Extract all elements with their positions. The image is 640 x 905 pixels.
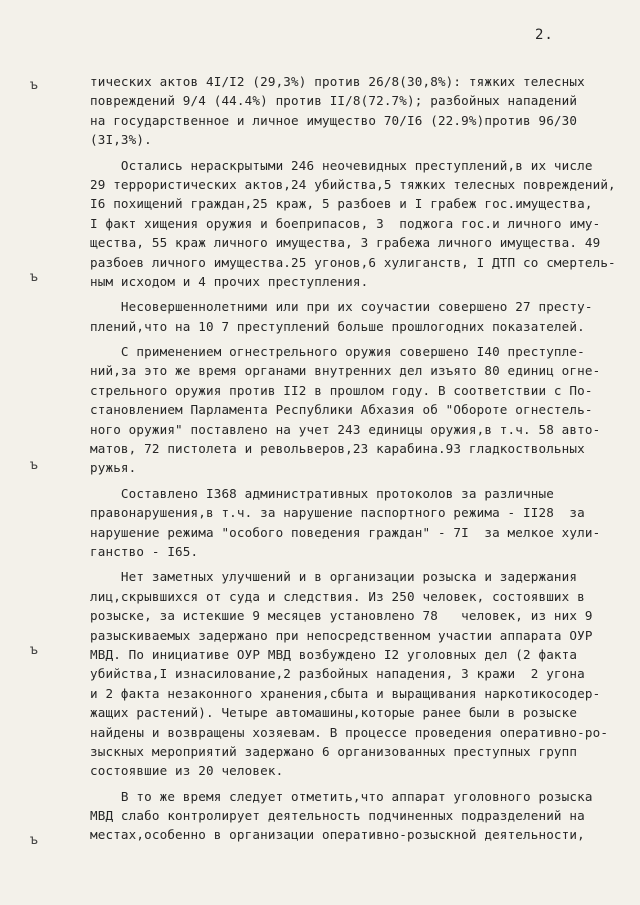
text-line: на государственное и личное имущество 70/I6 (22.9%)против 96/30	[90, 112, 578, 128]
text-line: I6 похищений граждан,25 краж, 5 разбоев и I грабеж гос.имущества,	[90, 196, 593, 212]
text-line: МВД слабо контролирует деятельность подчиненных подразделений на	[90, 808, 585, 824]
text-line: разбоев личного имущества.25 угонов,6 хулиганств, I ДТП со смертель-	[90, 254, 616, 270]
text-line: найдены и возвращены хозяевам. В процессе проведения оперативно-ро-	[90, 724, 609, 740]
text-line: I факт хищения оружия и боеприпасов, 3 поджога гос.и личного иму-	[90, 215, 601, 231]
page-number: 2.	[535, 27, 554, 43]
text-line: ганство - I65.	[90, 543, 199, 559]
text-line: жащих растений). Четыре автомашины,которые ранее были в розыске	[90, 705, 578, 721]
text-line: ным исходом и 4 прочих преступления.	[90, 273, 369, 289]
paragraph-first-line: Нет заметных улучшений и в организации розыска и задержания	[90, 569, 578, 585]
paragraph-first-line: Остались нераскрытыми 246 неочевидных преступлений,в их числе	[90, 157, 593, 173]
binder-mark: ъ	[30, 643, 38, 658]
text-line: тических актов 4I/I2 (29,3%) против 26/8(30,8%): тяжких телесных	[90, 74, 585, 89]
paragraph-first-line: Несовершеннолетними или при их соучастии совершено 27 престу-	[90, 299, 593, 315]
paragraph-first-line: В то же время следует отметить,что аппарат уголовного розыска	[90, 788, 593, 804]
text-line: лиц,скрывшихся от суда и следствия. Из 250 человек, состоявших в	[90, 588, 585, 604]
text-line: зыскных мероприятий задержано 6 организованных преступных групп	[90, 743, 578, 759]
text-line: повреждений 9/4 (44.4%) против II/8(72.7%); разбойных нападений	[90, 93, 578, 109]
text-line: ний,за это же время органами внутренних дел изъято 80 единиц огне-	[90, 363, 601, 379]
document-body-text	[90, 72, 628, 845]
text-line: нарушение режима "особого поведения граждан" - 7I за мелкое хули-	[90, 524, 601, 540]
text-line: убийства,I изнасилование,2 разбойных нападения, 3 кражи 2 угона	[90, 666, 585, 682]
text-line: плений,что на 10 7 преступлений больше прошлогодних показателей.	[90, 318, 585, 334]
text-line: состоявшие из 20 человек.	[90, 763, 284, 779]
binder-mark: ъ	[30, 458, 38, 473]
text-line: стрельного оружия против II2 в прошлом году. В соответствии с По-	[90, 382, 593, 398]
text-line: местах,особенно в организации оперативно-розыскной деятельности,	[90, 827, 585, 843]
text-line: ного оружия" поставлено на учет 243 единицы оружия,в т.ч. 58 авто-	[90, 421, 601, 437]
text-line: становлением Парламента Республики Абхазия об "Обороте огнестель-	[90, 402, 593, 418]
binder-mark: ъ	[30, 270, 38, 285]
text-line: 29 террористических актов,24 убийства,5 тяжких телесных повреждений,	[90, 176, 616, 192]
text-line: щества, 55 краж личного имущества, 3 грабежа личного имущества. 49	[90, 235, 601, 251]
text-line: МВД. По инициативе ОУР МВД возбуждено I2 уголовных дел (2 факта	[90, 646, 578, 662]
paragraph-first-line: С применением огнестрельного оружия совершено I40 преступле-	[90, 344, 585, 360]
text-line: (3I,3%).	[90, 132, 152, 148]
text-line: и 2 факта незаконного хранения,сбыта и выращивания наркотикосодер-	[90, 685, 601, 701]
text-line: ружья.	[90, 460, 137, 476]
text-line: разыскиваемых задержано при непосредственном участии аппарата ОУР	[90, 627, 593, 643]
paragraph-first-line: Составлено I368 административных протоколов за различные	[90, 485, 554, 501]
binder-mark: ъ	[30, 78, 38, 93]
binder-mark: ъ	[30, 833, 38, 848]
text-line: розыске, за истекшие 9 месяцев установлено 78 человек, из них 9	[90, 608, 593, 624]
text-line: матов, 72 пистолета и револьверов,23 карабина.93 гладкоствольных	[90, 441, 585, 457]
binder-hole-marks	[30, 0, 46, 905]
text-line: правонарушения,в т.ч. за нарушение паспортного режима - II28 за	[90, 505, 585, 521]
